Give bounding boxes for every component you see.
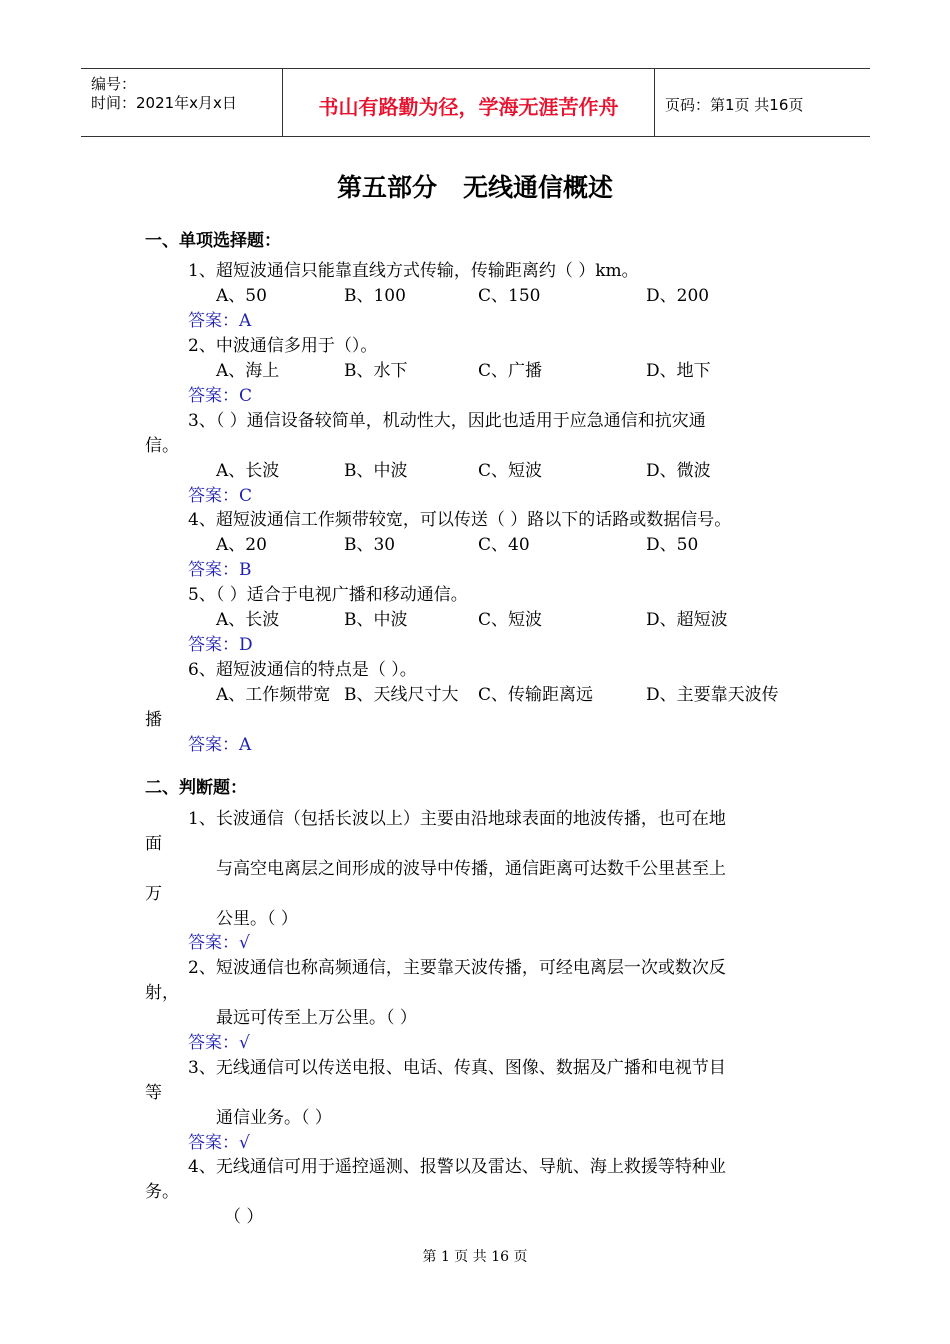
header-motto-cell	[283, 69, 655, 136]
option: D、主要靠天波传	[646, 685, 779, 705]
question-text: 2、中波通信多用于（）。	[188, 336, 378, 356]
statement-line: 等	[145, 1083, 162, 1103]
answer: 答案：D	[188, 635, 253, 655]
header-table	[81, 68, 870, 137]
option: A、海上	[216, 361, 280, 381]
page-title: 第五部分 无线通信概述	[336, 173, 614, 202]
answer: 答案：C	[188, 386, 253, 406]
statement-line: 万	[145, 884, 162, 904]
option: D、超短波	[646, 610, 728, 630]
statement-line: （ ）	[224, 1207, 264, 1227]
question-text-cont: 播	[145, 710, 162, 730]
option: A、工作频带宽	[216, 685, 331, 705]
answer: 答案：A	[188, 735, 252, 755]
question-text: 6、超短波通信的特点是（ ）。	[188, 660, 417, 680]
question-text: 3、（ ）通信设备较简单，机动性大，因此也适用于应急通信和抗灾通	[188, 411, 706, 431]
statement-line: 与高空电离层之间形成的波导中传播，通信距离可达数千公里甚至上	[216, 859, 726, 879]
answer: 答案：√	[188, 933, 250, 953]
answer: 答案：C	[188, 486, 253, 506]
option: D、200	[646, 286, 710, 306]
statement-line: 2、短波通信也称高频通信，主要靠天波传播，可经电离层一次或数次反	[188, 958, 726, 978]
statement-line: 1、长波通信（包括长波以上）主要由沿地球表面的地波传播，也可在地	[188, 809, 726, 829]
option: A、长波	[216, 461, 280, 481]
option: D、地下	[646, 361, 711, 381]
statement-line: 最远可传至上万公里。（ ）	[216, 1008, 417, 1028]
statement-line: 射，	[145, 983, 179, 1003]
time-label: 时间：2021年x月x日	[91, 94, 237, 112]
statement-line: 公里。（ ）	[216, 909, 298, 929]
option: D、50	[646, 535, 699, 555]
statement-line: 务。	[145, 1182, 179, 1202]
statement-line: 通信业务。（ ）	[216, 1108, 332, 1128]
option: B、天线尺寸大	[344, 685, 459, 705]
answer: 答案：√	[188, 1033, 250, 1053]
statement-line: 4、无线通信可用于遥控遥测、报警以及雷达、导航、海上救援等特种业	[188, 1157, 726, 1177]
page-info: 页码：第1页 共16页	[665, 96, 804, 114]
option: B、100	[344, 286, 406, 306]
option: B、30	[344, 535, 396, 555]
option: C、短波	[478, 461, 543, 481]
option: C、150	[478, 286, 541, 306]
option: C、短波	[478, 610, 543, 630]
option: A、50	[216, 286, 267, 306]
statement-line: 面	[145, 834, 162, 854]
section-heading-judgement: 二、判断题：	[145, 778, 247, 798]
option: C、传输距离远	[478, 685, 594, 705]
page-footer: 第 1 页 共 16 页	[422, 1249, 528, 1265]
answer: 答案：√	[188, 1133, 250, 1153]
motto: 书山有路勤为径，学海无涯苦作舟	[318, 95, 619, 119]
option: D、微波	[646, 461, 711, 481]
option: A、长波	[216, 610, 280, 630]
option: C、广播	[478, 361, 543, 381]
option: C、40	[478, 535, 530, 555]
section-heading-choice: 一、单项选择题：	[145, 231, 281, 251]
serial-label: 编号：	[91, 75, 137, 93]
question-text-cont: 信。	[145, 436, 179, 456]
question-text: 4、超短波通信工作频带较宽，可以传送（ ）路以下的话路或数据信号。	[188, 510, 732, 530]
header-info-cell	[81, 69, 283, 136]
statement-line: 3、无线通信可以传送电报、电话、传真、图像、数据及广播和电视节目	[188, 1058, 726, 1078]
option: B、中波	[344, 461, 408, 481]
question-text: 1、超短波通信只能靠直线方式传输，传输距离约（ ）km。	[188, 261, 639, 281]
answer: 答案：A	[188, 311, 252, 331]
header-page-cell	[655, 69, 870, 136]
option: A、20	[216, 535, 267, 555]
question-text: 5、（ ）适合于电视广播和移动通信。	[188, 585, 468, 605]
answer: 答案：B	[188, 560, 252, 580]
option: B、中波	[344, 610, 408, 630]
option: B、水下	[344, 361, 408, 381]
